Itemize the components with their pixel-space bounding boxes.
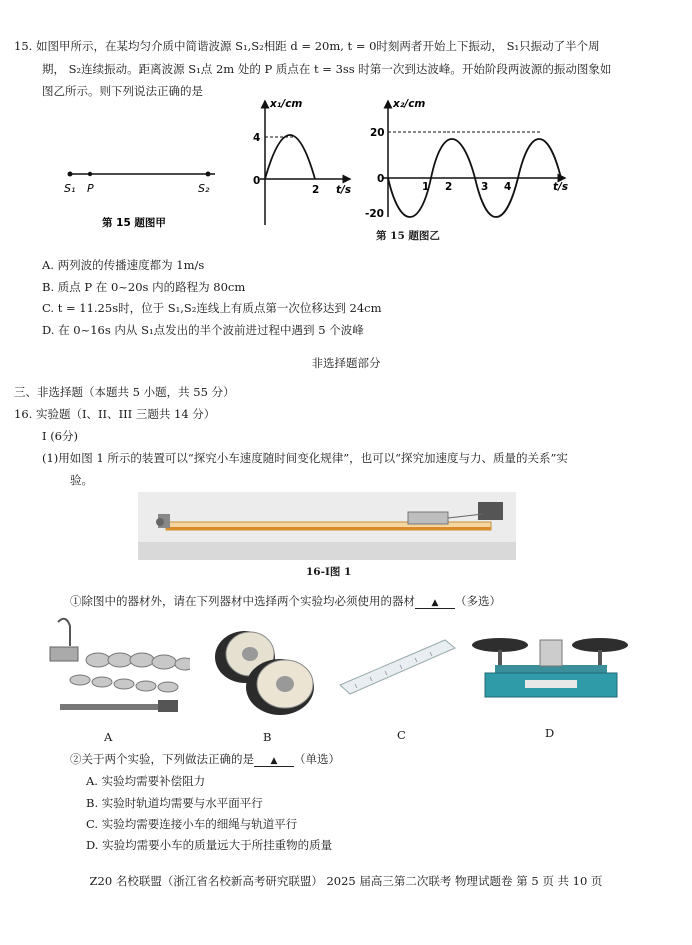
s2-origin: 0 — [377, 173, 385, 185]
fig-yi-caption: 第 15 题图乙 — [376, 230, 440, 242]
s1-ytick: 4 — [253, 132, 261, 144]
equipment-b-rolls — [205, 612, 325, 722]
p-label: P — [87, 182, 94, 195]
s1-xtick: 2 — [312, 184, 320, 196]
s1-origin: 0 — [253, 175, 261, 187]
equipment-d-balance — [470, 620, 630, 710]
equipment-c-ruler — [335, 630, 460, 700]
q16-q1-blank: ▲ — [415, 598, 455, 609]
equipment-a-weights — [40, 612, 190, 722]
q16-q1-text: ①除图中的器材外，请在下列器材中选择两个实验均必须使用的器材 — [70, 594, 415, 608]
s2-ybot: -20 — [365, 208, 384, 220]
fig-jia-caption: 第 15 题图甲 — [102, 217, 166, 229]
q16-q2-option-b: B. 实验时轨道均需要与水平面平行 — [86, 796, 263, 810]
q15-option-c: C. t = 11.25s时，位于 S₁,S₂连线上有质点第一次位移达到 24cm — [42, 301, 382, 315]
equip-label-a: A — [104, 730, 113, 744]
equip-label-d: D — [545, 726, 555, 740]
s1-label: S₁ — [64, 182, 76, 195]
s2-ylabel: x₂/cm — [393, 98, 426, 110]
fig15-s2-graph — [365, 95, 580, 220]
q16-q2 — [70, 751, 340, 767]
q15-stem-line1: 15. 如图甲所示，在某均匀介质中简谐波源 S₁,S₂相距 d = 20m, t = 0时刻两者开始上下振动， S₁只振动了半个周 — [14, 39, 600, 53]
q16-q2-option-d: D. 实验均需要小车的质量远大于所挂重物的质量 — [86, 838, 333, 852]
fig15-jia — [60, 160, 230, 235]
q15-option-b: B. 质点 P 在 0~20s 内的路程为 80cm — [42, 280, 246, 294]
q16-q2-suffix: （单选） — [294, 752, 340, 766]
q15-option-d: D. 在 0~16s 内从 S₁点发出的半个波前进过程中遇到 5 个波峰 — [42, 323, 364, 337]
equip-label-c: C — [397, 728, 406, 742]
page-footer: Z20 名校联盟（浙江省名校新高考研究联盟） 2025 届高三第二次联考 物理试题卷 第 5 页 共 10 页 — [89, 874, 603, 888]
q16-part1: I (6分) — [42, 429, 78, 443]
q16-q2-option-c: C. 实验均需要连接小车的细绳与轨道平行 — [86, 817, 298, 831]
q16-heading: 16. 实验题（I、II、III 三题共 14 分） — [14, 407, 216, 421]
s2-xtick-1: 1 — [422, 181, 430, 193]
q15-stem-line2: 期， S₂连续振动。距离波源 S₁点 2m 处的 P 质点在 t = 3ss 时第一次到达波峰。开始阶段两波源的振动图象如 — [42, 62, 612, 76]
s2-xlabel: t/s — [553, 181, 569, 193]
q16-q1-suffix: （多选） — [455, 594, 501, 608]
equip-label-b: B — [263, 730, 272, 744]
q16-sub1-line2: 验。 — [70, 473, 93, 487]
q15-stem-line3: 图乙所示。则下列说法正确的是 — [42, 84, 203, 98]
q16-q2-blank: ▲ — [254, 756, 294, 767]
fig15-s1-graph — [250, 95, 360, 230]
q16-sub1-line1: (1)用如图 1 所示的装置可以“探究小车速度随时间变化规律”，也可以“探究加速度与力、质量的关系”实 — [42, 451, 568, 465]
fig1-caption: 16-I图 1 — [306, 566, 352, 578]
q16-q2-option-a: A. 实验均需要补偿阻力 — [86, 774, 206, 788]
q16-q2-text: ②关于两个实验，下列做法正确的是 — [70, 752, 254, 766]
s1-xlabel: t/s — [336, 184, 352, 196]
s1-ylabel: x₁/cm — [270, 98, 303, 110]
s2-xtick-4: 4 — [504, 181, 512, 193]
section-divider: 非选择题部分 — [311, 356, 381, 370]
s2-xtick-2: 2 — [445, 181, 453, 193]
apparatus-photo — [138, 492, 516, 560]
s2-label: S₂ — [198, 182, 210, 195]
s2-xtick-3: 3 — [481, 181, 489, 193]
s2-ytop: 20 — [370, 127, 385, 139]
q15-option-a: A. 两列波的传播速度都为 1m/s — [42, 258, 205, 272]
section3-heading: 三、非选择题（本题共 5 小题，共 55 分） — [14, 385, 235, 399]
q16-q1 — [70, 593, 501, 609]
